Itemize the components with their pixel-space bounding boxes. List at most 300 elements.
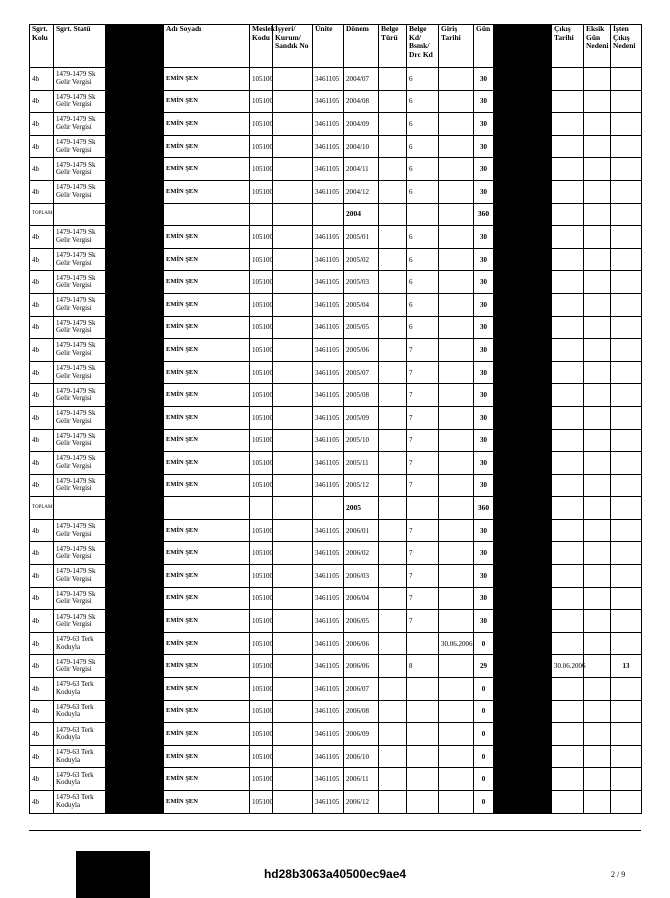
cell-unite: 3461105 — [313, 610, 344, 633]
cell-isyeri-no — [273, 135, 313, 158]
redacted-cell — [106, 542, 164, 565]
cell-adi-soyadi: EMİN ŞEN — [164, 745, 250, 768]
cell-eksik-gun — [584, 316, 611, 339]
table-row — [30, 791, 642, 814]
cell-unite: 3461105 — [313, 429, 344, 452]
cell-belge-kd: 6 — [407, 293, 439, 316]
cell-gun: 0 — [474, 768, 494, 791]
cell-gun: 30 — [474, 293, 494, 316]
table-row — [30, 565, 642, 588]
redacted-cell — [106, 452, 164, 475]
empty-cell — [584, 497, 611, 520]
cell-meslek-kodu: 105100 — [250, 542, 273, 565]
cell-giris-tarihi — [439, 293, 474, 316]
cell-isten-cikis — [611, 768, 642, 791]
cell-eksik-gun — [584, 678, 611, 701]
cell-giris-tarihi — [439, 90, 474, 113]
redacted-cell — [106, 406, 164, 429]
cell-meslek-kodu: 105100 — [250, 180, 273, 203]
cell-donem: 2004/12 — [344, 180, 379, 203]
cell-isten-cikis — [611, 339, 642, 362]
cell-isten-cikis — [611, 180, 642, 203]
cell-sgrt-statu: 1479-1479 Sk Gelir Vergisi — [54, 587, 106, 610]
cell-belge-kd: 7 — [407, 565, 439, 588]
total-row — [30, 497, 642, 520]
redacted-cell — [106, 316, 164, 339]
cell-unite: 3461105 — [313, 791, 344, 814]
cell-belge-turu — [379, 135, 407, 158]
cell-sgrt-kolu: 4b — [30, 791, 54, 814]
cell-belge-turu — [379, 90, 407, 113]
cell-gun: 30 — [474, 158, 494, 181]
redacted-cell — [494, 429, 552, 452]
cell-cikis-tarihi — [552, 565, 584, 588]
cell-eksik-gun — [584, 632, 611, 655]
cell-isyeri-no — [273, 316, 313, 339]
cell-isyeri-no — [273, 180, 313, 203]
cell-donem: 2005/02 — [344, 248, 379, 271]
redacted-cell — [106, 745, 164, 768]
cell-unite: 3461105 — [313, 113, 344, 136]
cell-belge-kd: 6 — [407, 90, 439, 113]
cell-adi-soyadi: EMİN ŞEN — [164, 293, 250, 316]
cell-donem: 2005/08 — [344, 384, 379, 407]
cell-belge-kd: 7 — [407, 519, 439, 542]
redacted-cell — [106, 474, 164, 497]
cell-sgrt-statu: 1479-1479 Sk Gelir Vergisi — [54, 316, 106, 339]
cell-unite: 3461105 — [313, 745, 344, 768]
empty-cell — [250, 497, 273, 520]
cell-sgrt-kolu: 4b — [30, 406, 54, 429]
cell-adi-soyadi: EMİN ŞEN — [164, 452, 250, 475]
page-number: 2 / 9 — [611, 870, 626, 879]
cell-isten-cikis — [611, 474, 642, 497]
redacted-cell — [106, 113, 164, 136]
cell-meslek-kodu: 105100 — [250, 700, 273, 723]
redacted-cell — [494, 565, 552, 588]
cell-belge-kd: 7 — [407, 610, 439, 633]
cell-unite: 3461105 — [313, 678, 344, 701]
cell-cikis-tarihi — [552, 158, 584, 181]
cell-meslek-kodu: 105100 — [250, 361, 273, 384]
cell-unite: 3461105 — [313, 406, 344, 429]
cell-eksik-gun — [584, 474, 611, 497]
redacted-cell — [494, 519, 552, 542]
cell-giris-tarihi: 30.06.2006 — [439, 632, 474, 655]
header-gun: Gün — [474, 25, 494, 68]
cell-isyeri-no — [273, 610, 313, 633]
empty-cell — [611, 497, 642, 520]
cell-cikis-tarihi — [552, 248, 584, 271]
cell-unite: 3461105 — [313, 316, 344, 339]
footer-rule — [29, 830, 641, 831]
empty-cell — [164, 497, 250, 520]
cell-gun: 0 — [474, 723, 494, 746]
cell-cikis-tarihi — [552, 723, 584, 746]
header-eksik-gun: Eksik Gün Nedeni — [584, 25, 611, 68]
redacted-cell — [494, 587, 552, 610]
redacted-cell — [494, 791, 552, 814]
cell-sgrt-kolu: 4b — [30, 565, 54, 588]
cell-donem: 2005/01 — [344, 226, 379, 249]
cell-cikis-tarihi — [552, 632, 584, 655]
cell-eksik-gun — [584, 745, 611, 768]
cell-eksik-gun — [584, 180, 611, 203]
cell-donem: 2004/07 — [344, 68, 379, 91]
cell-unite: 3461105 — [313, 587, 344, 610]
cell-sgrt-kolu: 4b — [30, 248, 54, 271]
empty-cell — [552, 497, 584, 520]
cell-belge-kd: 6 — [407, 248, 439, 271]
cell-isten-cikis — [611, 542, 642, 565]
cell-meslek-kodu: 105100 — [250, 610, 273, 633]
cell-sgrt-kolu: 4b — [30, 452, 54, 475]
service-record-sheet — [29, 24, 641, 830]
cell-meslek-kodu: 105100 — [250, 135, 273, 158]
redacted-cell — [494, 745, 552, 768]
cell-giris-tarihi — [439, 361, 474, 384]
cell-donem: 2006/06 — [344, 655, 379, 678]
cell-sgrt-statu: 1479-63 Terk Koduyla — [54, 723, 106, 746]
cell-unite: 3461105 — [313, 68, 344, 91]
cell-unite: 3461105 — [313, 158, 344, 181]
cell-giris-tarihi — [439, 406, 474, 429]
table-row — [30, 226, 642, 249]
redacted-cell — [494, 700, 552, 723]
cell-meslek-kodu: 105100 — [250, 406, 273, 429]
cell-belge-kd — [407, 632, 439, 655]
cell-sgrt-kolu: 4b — [30, 655, 54, 678]
cell-gun: 30 — [474, 361, 494, 384]
cell-belge-kd: 7 — [407, 474, 439, 497]
redacted-cell — [106, 384, 164, 407]
cell-sgrt-statu: 1479-63 Terk Koduyla — [54, 768, 106, 791]
cell-sgrt-statu: 1479-1479 Sk Gelir Vergisi — [54, 610, 106, 633]
cell-giris-tarihi — [439, 587, 474, 610]
cell-cikis-tarihi — [552, 293, 584, 316]
cell-donem: 2006/09 — [344, 723, 379, 746]
cell-unite: 3461105 — [313, 565, 344, 588]
table-row — [30, 610, 642, 633]
cell-giris-tarihi — [439, 542, 474, 565]
cell-isten-cikis: 13 — [611, 655, 642, 678]
redacted-cell — [106, 655, 164, 678]
cell-belge-kd: 8 — [407, 655, 439, 678]
cell-cikis-tarihi — [552, 745, 584, 768]
cell-sgrt-kolu: 4b — [30, 723, 54, 746]
table-row — [30, 158, 642, 181]
cell-isyeri-no — [273, 678, 313, 701]
cell-belge-turu — [379, 68, 407, 91]
redacted-cell — [106, 587, 164, 610]
cell-giris-tarihi — [439, 791, 474, 814]
header-isyeri-no: İşyeri/ Kurum/ Sandık No — [273, 25, 313, 68]
cell-meslek-kodu: 105100 — [250, 452, 273, 475]
cell-isyeri-no — [273, 158, 313, 181]
table-row — [30, 90, 642, 113]
cell-belge-turu — [379, 519, 407, 542]
cell-sgrt-kolu: 4b — [30, 474, 54, 497]
header-adi-soyadi: Adı Soyadı — [164, 25, 250, 68]
cell-meslek-kodu: 105100 — [250, 723, 273, 746]
cell-belge-kd: 7 — [407, 587, 439, 610]
cell-eksik-gun — [584, 519, 611, 542]
cell-eksik-gun — [584, 113, 611, 136]
cell-cikis-tarihi — [552, 339, 584, 362]
cell-donem: 2006/11 — [344, 768, 379, 791]
cell-belge-turu — [379, 768, 407, 791]
table-row — [30, 632, 642, 655]
redacted-cell — [106, 293, 164, 316]
cell-giris-tarihi — [439, 271, 474, 294]
empty-cell — [250, 203, 273, 226]
table-row — [30, 542, 642, 565]
cell-sgrt-kolu: 4b — [30, 293, 54, 316]
cell-unite: 3461105 — [313, 90, 344, 113]
cell-eksik-gun — [584, 271, 611, 294]
cell-sgrt-kolu: 4b — [30, 68, 54, 91]
cell-belge-kd — [407, 768, 439, 791]
cell-donem: 2005/04 — [344, 293, 379, 316]
redacted-cell — [494, 406, 552, 429]
cell-eksik-gun — [584, 565, 611, 588]
cell-giris-tarihi — [439, 248, 474, 271]
cell-unite: 3461105 — [313, 700, 344, 723]
cell-meslek-kodu: 105100 — [250, 632, 273, 655]
redacted-cell — [494, 361, 552, 384]
cell-sgrt-kolu: 4b — [30, 429, 54, 452]
cell-gun: 30 — [474, 610, 494, 633]
cell-isten-cikis — [611, 429, 642, 452]
cell-eksik-gun — [584, 406, 611, 429]
cell-adi-soyadi: EMİN ŞEN — [164, 406, 250, 429]
cell-sgrt-statu: 1479-63 Terk Koduyla — [54, 791, 106, 814]
cell-sgrt-kolu: 4b — [30, 135, 54, 158]
cell-eksik-gun — [584, 361, 611, 384]
cell-giris-tarihi — [439, 429, 474, 452]
cell-sgrt-kolu: 4b — [30, 90, 54, 113]
cell-cikis-tarihi — [552, 452, 584, 475]
cell-sgrt-statu: 1479-1479 Sk Gelir Vergisi — [54, 565, 106, 588]
redacted-cell — [106, 226, 164, 249]
cell-eksik-gun — [584, 135, 611, 158]
redacted-cell — [494, 542, 552, 565]
cell-meslek-kodu: 105100 — [250, 474, 273, 497]
redacted-cell — [106, 700, 164, 723]
cell-belge-kd: 7 — [407, 406, 439, 429]
header-isten-cikis: İşten Çıkış Nedeni — [611, 25, 642, 68]
cell-belge-turu — [379, 429, 407, 452]
empty-cell — [407, 203, 439, 226]
cell-isyeri-no — [273, 632, 313, 655]
cell-belge-turu — [379, 610, 407, 633]
cell-belge-kd — [407, 791, 439, 814]
cell-sgrt-kolu: 4b — [30, 610, 54, 633]
cell-meslek-kodu: 105100 — [250, 90, 273, 113]
table-row — [30, 339, 642, 362]
cell-donem: 2005/10 — [344, 429, 379, 452]
cell-sgrt-statu: 1479-1479 Sk Gelir Vergisi — [54, 339, 106, 362]
cell-cikis-tarihi — [552, 768, 584, 791]
cell-belge-turu — [379, 316, 407, 339]
redacted-cell — [494, 90, 552, 113]
cell-isyeri-no — [273, 68, 313, 91]
cell-adi-soyadi: EMİN ŞEN — [164, 158, 250, 181]
cell-gun: 30 — [474, 135, 494, 158]
cell-gun: 30 — [474, 542, 494, 565]
cell-eksik-gun — [584, 700, 611, 723]
cell-adi-soyadi: EMİN ŞEN — [164, 723, 250, 746]
cell-isten-cikis — [611, 519, 642, 542]
cell-isten-cikis — [611, 113, 642, 136]
cell-sgrt-kolu: 4b — [30, 542, 54, 565]
redacted-cell — [494, 226, 552, 249]
cell-donem: 2006/12 — [344, 791, 379, 814]
cell-eksik-gun — [584, 723, 611, 746]
cell-cikis-tarihi — [552, 678, 584, 701]
cell-meslek-kodu: 105100 — [250, 587, 273, 610]
cell-unite: 3461105 — [313, 226, 344, 249]
header-belge-turu: Belge Türü — [379, 25, 407, 68]
table-row — [30, 452, 642, 475]
cell-gun: 30 — [474, 474, 494, 497]
cell-sgrt-kolu: 4b — [30, 271, 54, 294]
cell-sgrt-kolu: 4b — [30, 113, 54, 136]
cell-gun: 30 — [474, 452, 494, 475]
cell-belge-turu — [379, 632, 407, 655]
cell-belge-kd — [407, 678, 439, 701]
redacted-cell — [106, 565, 164, 588]
cell-meslek-kodu: 105100 — [250, 68, 273, 91]
cell-sgrt-kolu: 4b — [30, 158, 54, 181]
redacted-cell — [106, 768, 164, 791]
cell-belge-turu — [379, 248, 407, 271]
cell-cikis-tarihi — [552, 542, 584, 565]
total-year: 2004 — [344, 203, 379, 226]
redacted-cell — [106, 519, 164, 542]
cell-gun: 30 — [474, 519, 494, 542]
cell-adi-soyadi: EMİN ŞEN — [164, 361, 250, 384]
redacted-cell — [494, 655, 552, 678]
cell-isten-cikis — [611, 723, 642, 746]
cell-donem: 2005/05 — [344, 316, 379, 339]
redacted-cell — [494, 497, 552, 520]
cell-belge-turu — [379, 113, 407, 136]
cell-sgrt-statu: 1479-1479 Sk Gelir Vergisi — [54, 384, 106, 407]
empty-cell — [439, 203, 474, 226]
cell-unite: 3461105 — [313, 384, 344, 407]
cell-donem: 2006/05 — [344, 610, 379, 633]
cell-sgrt-statu: 1479-1479 Sk Gelir Vergisi — [54, 452, 106, 475]
cell-sgrt-statu: 1479-63 Terk Koduyla — [54, 632, 106, 655]
cell-unite: 3461105 — [313, 339, 344, 362]
table-row — [30, 519, 642, 542]
cell-adi-soyadi: EMİN ŞEN — [164, 316, 250, 339]
cell-sgrt-statu: 1479-1479 Sk Gelir Vergisi — [54, 180, 106, 203]
cell-cikis-tarihi — [552, 519, 584, 542]
redacted-cell — [106, 678, 164, 701]
cell-meslek-kodu: 105100 — [250, 429, 273, 452]
table-row — [30, 655, 642, 678]
cell-sgrt-statu: 1479-1479 Sk Gelir Vergisi — [54, 429, 106, 452]
cell-sgrt-statu: 1479-1479 Sk Gelir Vergisi — [54, 113, 106, 136]
cell-giris-tarihi — [439, 226, 474, 249]
cell-giris-tarihi — [439, 723, 474, 746]
cell-adi-soyadi: EMİN ŞEN — [164, 271, 250, 294]
cell-belge-kd: 7 — [407, 361, 439, 384]
cell-sgrt-statu: 1479-1479 Sk Gelir Vergisi — [54, 90, 106, 113]
cell-adi-soyadi: EMİN ŞEN — [164, 791, 250, 814]
cell-gun: 0 — [474, 745, 494, 768]
cell-isyeri-no — [273, 565, 313, 588]
cell-gun: 0 — [474, 632, 494, 655]
cell-cikis-tarihi — [552, 429, 584, 452]
total-label: TOPLAM — [30, 497, 54, 520]
cell-giris-tarihi — [439, 610, 474, 633]
redacted-cell — [494, 203, 552, 226]
cell-isten-cikis — [611, 316, 642, 339]
cell-isyeri-no — [273, 542, 313, 565]
redacted-cell — [106, 90, 164, 113]
cell-belge-turu — [379, 271, 407, 294]
cell-unite: 3461105 — [313, 293, 344, 316]
cell-sgrt-kolu: 4b — [30, 339, 54, 362]
redacted-cell — [106, 497, 164, 520]
cell-adi-soyadi: EMİN ŞEN — [164, 339, 250, 362]
service-record-table — [29, 24, 642, 814]
cell-giris-tarihi — [439, 745, 474, 768]
cell-cikis-tarihi — [552, 90, 584, 113]
cell-eksik-gun — [584, 248, 611, 271]
header-cikis-tarihi: Çıkış Tarihi — [552, 25, 584, 68]
cell-unite: 3461105 — [313, 452, 344, 475]
cell-isyeri-no — [273, 768, 313, 791]
cell-eksik-gun — [584, 791, 611, 814]
cell-isyeri-no — [273, 113, 313, 136]
cell-giris-tarihi — [439, 474, 474, 497]
cell-sgrt-statu: 1479-1479 Sk Gelir Vergisi — [54, 542, 106, 565]
cell-eksik-gun — [584, 90, 611, 113]
header-belge-kd: Belge Kd/ Bsmk/ Drc Kd — [407, 25, 439, 68]
empty-cell — [407, 497, 439, 520]
cell-meslek-kodu: 105100 — [250, 678, 273, 701]
cell-isten-cikis — [611, 271, 642, 294]
cell-donem: 2006/06 — [344, 632, 379, 655]
empty-cell — [379, 497, 407, 520]
cell-eksik-gun — [584, 429, 611, 452]
redacted-cell — [494, 316, 552, 339]
cell-isyeri-no — [273, 474, 313, 497]
redacted-cell — [494, 384, 552, 407]
cell-gun: 30 — [474, 339, 494, 362]
cell-sgrt-kolu: 4b — [30, 632, 54, 655]
cell-gun: 0 — [474, 700, 494, 723]
cell-gun: 30 — [474, 248, 494, 271]
cell-giris-tarihi — [439, 68, 474, 91]
redacted-cell — [106, 339, 164, 362]
empty-cell — [273, 497, 313, 520]
cell-gun: 30 — [474, 68, 494, 91]
empty-cell — [54, 203, 106, 226]
cell-sgrt-statu: 1479-1479 Sk Gelir Vergisi — [54, 68, 106, 91]
table-row — [30, 768, 642, 791]
cell-gun: 30 — [474, 90, 494, 113]
cell-unite: 3461105 — [313, 474, 344, 497]
cell-sgrt-statu: 1479-1479 Sk Gelir Vergisi — [54, 655, 106, 678]
redacted-column — [494, 25, 552, 68]
redacted-cell — [106, 632, 164, 655]
cell-giris-tarihi — [439, 339, 474, 362]
